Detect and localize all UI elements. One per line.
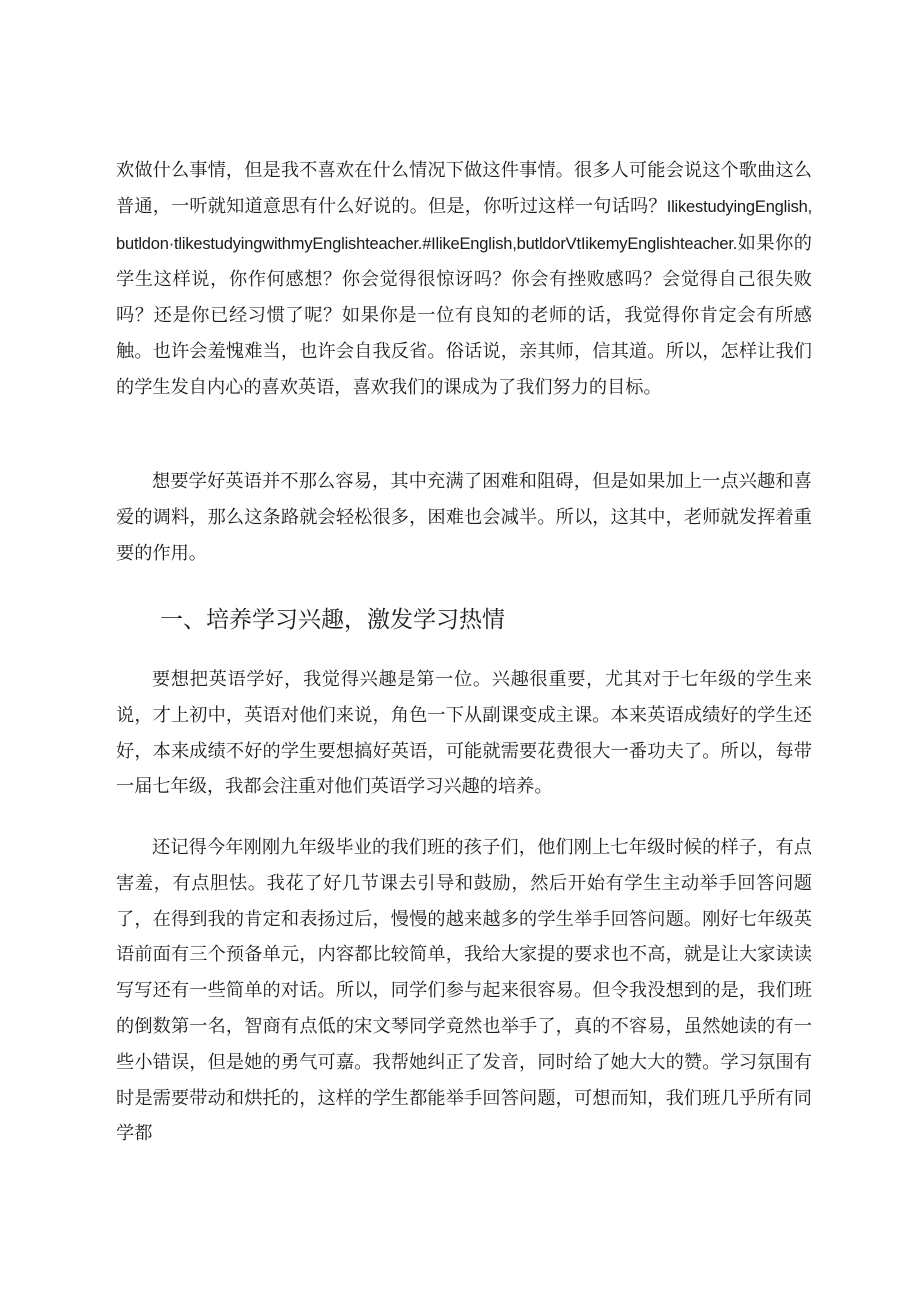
paragraph-3: 要想把英语学好，我觉得兴趣是第一位。兴趣很重要，尤其对于七年级的学生来说，才上初中，英语对他们来说，角色一下从副课变成主课。本来英语成绩好的学生还好，本来成绩不好的学生要想搞好英语，可能就需要花费很大一番功夫了。所以，每带一届七年级，我都会注重对他们英语学习兴趣的培养。 [116,669,812,798]
paragraph-1-text-start: 欢做什么事情，但是我不喜欢在什么情况下做这件事情。很多人可能会说这个歌曲这么普通，一听就知道意思有什么好说的。但是，你听过这样一句话吗？ [116,160,812,217]
english-quote: IlikestudyingEnglish,butldon·tlikestudyingwithmyEnglishteacher.#IlikeEnglish,butldorVtIikemyEnglishteacher. [116,197,812,253]
paragraph-1 [116,153,812,406]
paragraph-1-text-end: 如果你的学生这样说，你作何感想？你会觉得很惊讶吗？你会有挫败感吗？会觉得自己很失败吗？还是你已经习惯了呢？如果你是一位有良知的老师的话，我觉得你肯定会有所感触。也许会羞愧难当，也许会自我反省。俗话说，亲其师，信其道。所以，怎样让我们的学生发自内心的喜欢英语，喜欢我们的课成为了我们努力的目标。 [116,232,812,398]
paragraph-4: 还记得今年刚刚九年级毕业的我们班的孩子们，他们刚上七年级时候的样子，有点害羞，有点胆怯。我花了好几节课去引导和鼓励，然后开始有学生主动举手回答问题了，在得到我的肯定和表扬过后，慢慢的越来越多的学生举手回答问题。刚好七年级英语前面有三个预备单元，内容都比较简单，我给大家提的要求也不高，就是让大家读读写写还有一些简单的对话。所以，同学们参与起来很容易。但令我没想到的是，我们班的倒数第一名，智商有点低的宋文琴同学竟然也举手了，真的不容易，虽然她读的有一些小错误，但是她的勇气可嘉。我帮她纠正了发音，同时给了她大大的赞。学习氛围有时是需要带动和烘托的，这样的学生都能举手回答问题，可想而知，我们班几乎所有同学都 [116,837,812,1145]
section-heading: 一、培养学习兴趣，激发学习热情 [160,607,505,633]
paragraph-2: 想要学好英语并不那么容易，其中充满了困难和阻碍，但是如果加上一点兴趣和喜爱的调料，那么这条路就会轻松很多，困难也会减半。所以，这其中，老师就发挥着重要的作用。 [116,471,812,564]
